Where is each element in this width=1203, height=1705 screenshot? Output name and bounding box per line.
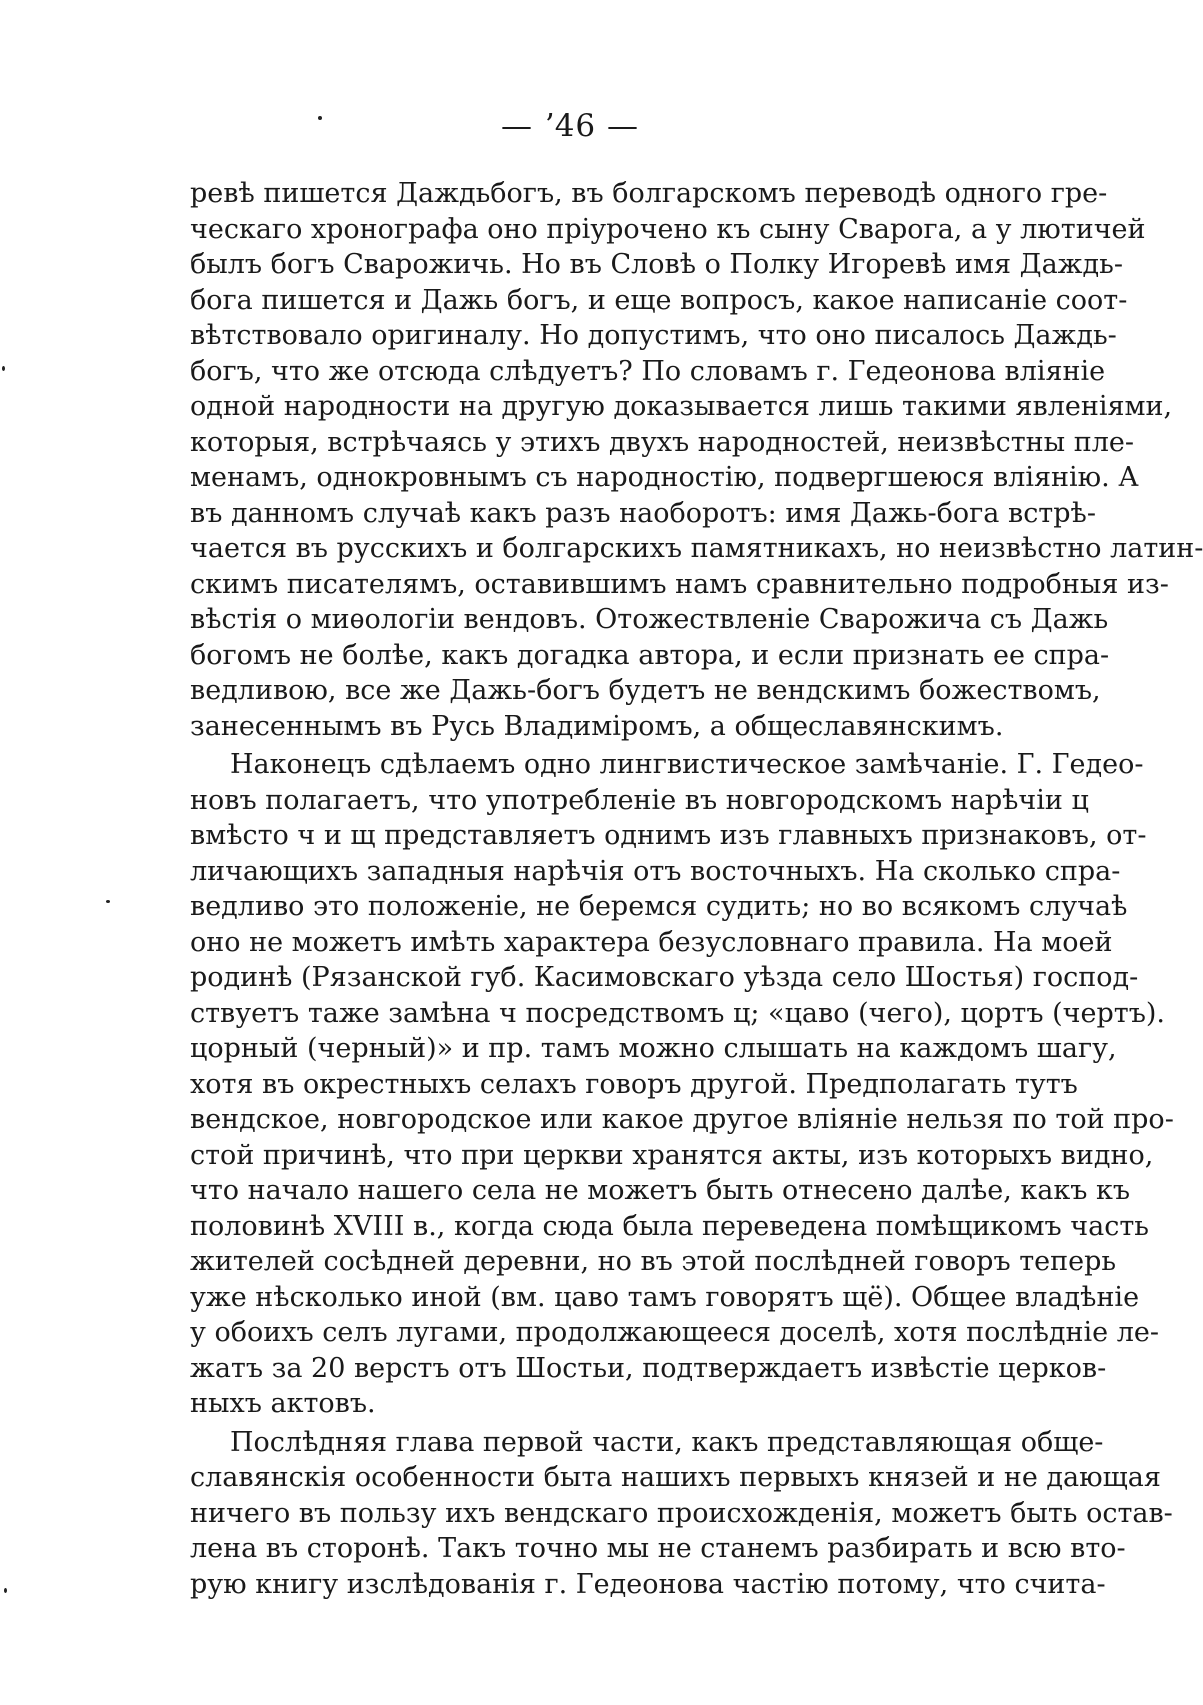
text-line: славянскія особенности быта нашихъ первыхъ князей и не дающая: [190, 1462, 1161, 1493]
text-line: уже нѣсколько иной (вм. цаво тамъ говорятъ щё). Общее владѣніе: [190, 1281, 1140, 1313]
text-line: хотя въ окрестныхъ селахъ говоръ другой. Предполагать тутъ: [190, 1068, 1078, 1100]
text-line: Наконецъ сдѣлаемъ одно лингвистическое замѣчаніе. Г. Гедео-: [230, 749, 1144, 780]
text-line: въ данномъ случаѣ какъ разъ наоборотъ: имя Дажь-бога встрѣ-: [190, 497, 1096, 529]
text-line: ческаго хронографа оно пріурочено къ сыну Сварога, а у лютичей: [190, 213, 1146, 245]
text-line: одной народности на другую доказывается лишь такими явленіями,: [190, 391, 1173, 422]
text-line: лена въ сторонѣ. Такъ точно мы не станемъ разбирать и всю вто-: [190, 1533, 1126, 1564]
text-line: новъ полагаетъ, что употребленіе въ новгородскомъ нарѣчіи ц: [190, 784, 1089, 816]
text-line: былъ богъ Сварожичь. Но въ Словѣ о Полку Игоревѣ имя Даждь-: [190, 249, 1123, 280]
text-line: жатъ за 20 верстъ отъ Шостьи, подтверждаетъ извѣстіе церков-: [190, 1352, 1107, 1384]
paragraph: [190, 1425, 1173, 1603]
text-line: менамъ, однокровнымъ съ народностію, подвергшеюся вліянію. А: [190, 462, 1139, 493]
text-line: вѣстія о миѳологіи вендовъ. Отожествленіе Сварожича съ Дажь: [190, 604, 1109, 635]
text-line: вендское, новгородское или какое другое вліяніе нельзя по той про-: [190, 1104, 1174, 1135]
text-line: богъ, что же отсюда слѣдуетъ? По словамъ г. Гедеонова вліяніе: [190, 355, 1106, 387]
text-line: ствуетъ таже замѣна ч посредствомъ ц; «цаво (чего), цортъ (чертъ).: [190, 997, 1166, 1029]
page-number: — ʼ46 —: [500, 108, 639, 144]
text-line: у обоихъ селъ лугами, продолжающееся доселѣ, хотя послѣдніе ле-: [190, 1317, 1159, 1348]
text-line: цорный (черный)» и пр. тамъ можно слышать на каждомъ шагу,: [190, 1033, 1117, 1064]
text-line: ревѣ пишется Даждьбогъ, въ болгарскомъ переводѣ одного гре-: [190, 178, 1108, 209]
text-line: родинѣ (Рязанской губ. Касимовскаго уѣзда село Шостья) господ-: [190, 962, 1139, 993]
body-text: [190, 176, 1203, 1602]
text-line: Послѣдняя глава первой части, какъ представляющая обще-: [230, 1426, 1104, 1458]
scan-speck: [4, 1588, 7, 1593]
paragraph: [190, 176, 1203, 744]
text-line: чается въ русскихъ и болгарскихъ памятникахъ, но неизвѣстно латин-: [190, 533, 1203, 564]
text-line: оно не можетъ имѣть характера безусловнаго правила. На моей: [190, 926, 1113, 958]
text-line: личающихъ западныя нарѣчія отъ восточныхъ. На сколько спра-: [190, 855, 1121, 887]
text-line: занесеннымъ въ Русь Владиміромъ, а общеславянскимъ.: [190, 710, 1004, 742]
text-line: рую книгу изслѣдованія г. Гедеонова частію потому, что счита-: [190, 1568, 1106, 1600]
text-line: что начало нашего села не можетъ быть отнесено далѣе, какъ къ: [190, 1175, 1131, 1206]
text-line: которыя, встрѣчаясь у этихъ двухъ народностей, неизвѣстны пле-: [190, 426, 1134, 458]
text-line: бога пишется и Дажь богъ, и еще вопросъ, какое написаніе соот-: [190, 284, 1128, 316]
text-line: стой причинѣ, что при церкви хранятся акты, изъ которыхъ видно,: [190, 1139, 1154, 1171]
text-line: ведливо это положеніе, не беремся судить; но во всякомъ случаѣ: [190, 891, 1128, 922]
text-line: ничего въ пользу ихъ вендскаго происхожденія, можетъ быть остав-: [190, 1497, 1173, 1529]
text-line: вѣтствовало оригиналу. Но допустимъ, что оно писалось Даждь-: [190, 320, 1117, 351]
text-line: богомъ не болѣе, какъ догадка автора, и если признать ее спра-: [190, 639, 1110, 671]
text-line: вмѣсто ч и щ представляетъ однимъ изъ главныхъ признаковъ, от-: [190, 820, 1147, 851]
paragraph: [190, 747, 1174, 1422]
scan-speck: [2, 366, 5, 371]
text-line: половинѣ XVIII в., когда сюда была переведена помѣщикомъ часть: [190, 1210, 1149, 1242]
text-line: ныхъ актовъ.: [190, 1388, 376, 1419]
scan-speck: [318, 116, 322, 120]
text-line: ведливою, все же Дажь-богъ будетъ не вендскимъ божествомъ,: [190, 675, 1101, 706]
text-line: скимъ писателямъ, оставившимъ намъ сравнительно подробныя из-: [190, 568, 1169, 600]
scan-speck: [106, 900, 110, 903]
text-line: жителей сосѣдней деревни, но въ этой послѣдней говоръ теперь: [190, 1246, 1117, 1277]
